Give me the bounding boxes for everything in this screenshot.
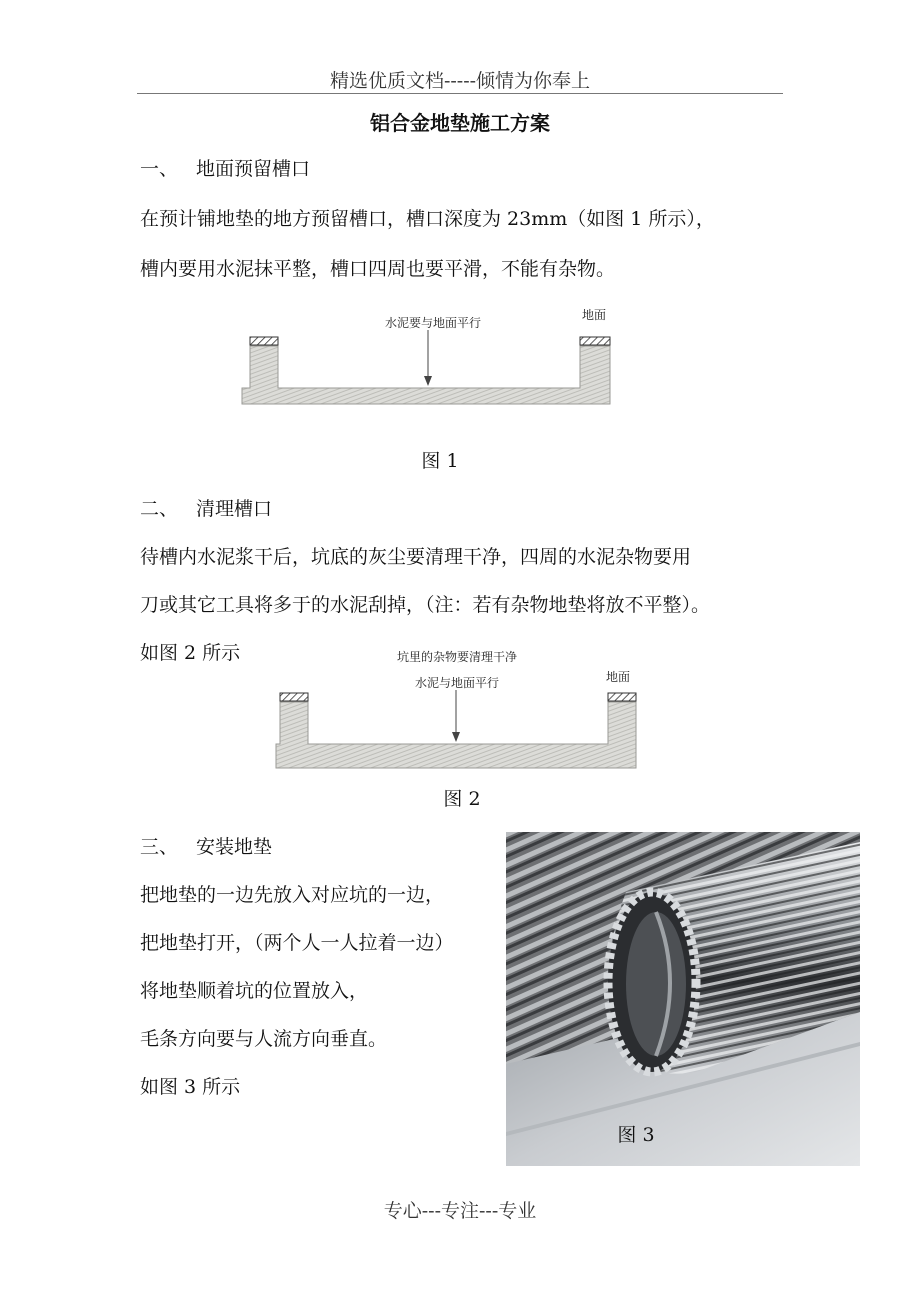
figure-2-caption: 图 2 [443,788,481,810]
figure-1-caption: 图 1 [421,450,459,472]
section-3-line-2: 把地垫打开，（两个人一人拉着一边） [140,932,454,954]
section-3-title: 安装地垫 [196,836,273,858]
section-3-heading [140,832,272,859]
section-1-title: 地面预留槽口 [196,158,311,180]
figure-2-label-center: 水泥与地面平行 [414,676,499,690]
figure-1-label-center: 水泥要与地面平行 [384,316,481,330]
page-header: 精选优质文档-----倾情为你奉上 [329,70,591,92]
section-3-line-5: 如图 3 所示 [140,1076,241,1098]
section-1-heading [140,154,310,181]
figure-3-photo [506,832,860,1166]
figure-2-diagram [272,640,644,772]
section-3-line-3: 将地垫顺着坑的位置放入， [140,980,369,1002]
section-2-heading [140,494,272,521]
figure-3-caption: 图 3 [617,1124,655,1146]
section-2-line-1: 待槽内水泥浆干后，坑底的灰尘要清理干净，四周的水泥杂物要用 [140,546,692,568]
section-2-line-3: 如图 2 所示 [140,642,241,664]
document-title: 铝合金地垫施工方案 [370,111,550,135]
section-3-line-4: 毛条方向要与人流方向垂直。 [140,1028,388,1050]
page-footer: 专心---专注---专业 [383,1200,537,1222]
header-divider [137,93,783,94]
section-3-number: 三、 [140,836,179,858]
section-2-title: 清理槽口 [196,498,273,520]
figure-2-label-top: 坑里的杂物要清理干净 [396,650,517,664]
section-2-line-2: 刀或其它工具将多于的水泥刮掉，（注：若有杂物地垫将放不平整）。 [140,594,711,616]
section-1-number: 一、 [140,158,179,180]
figure-1-label-ground: 地面 [581,308,606,322]
figure-1-diagram [238,300,620,422]
section-3-line-1: 把地垫的一边先放入对应坑的一边， [140,884,445,906]
section-1-line-2: 槽内要用水泥抹平整，槽口四周也要平滑，不能有杂物。 [140,258,616,280]
section-1-line-1: 在预计铺地垫的地方预留槽口，槽口深度为 23mm（如图 1 所示）， [140,208,715,230]
section-2-number: 二、 [140,498,179,520]
figure-2-label-ground: 地面 [605,670,630,684]
